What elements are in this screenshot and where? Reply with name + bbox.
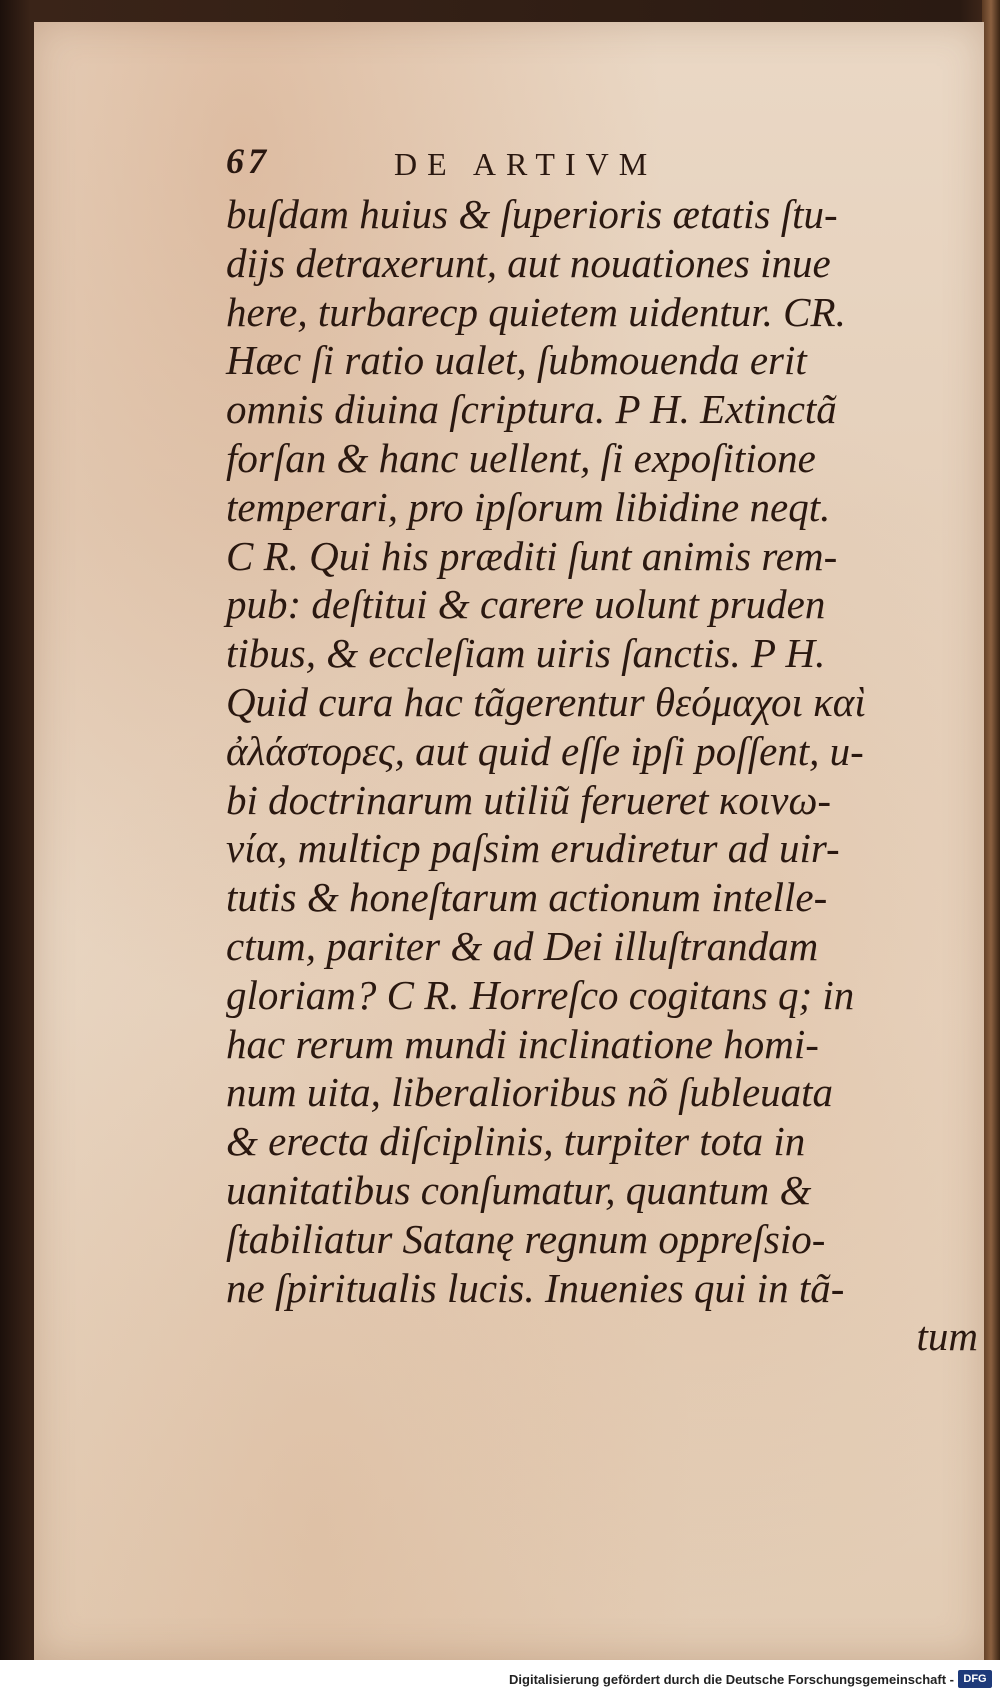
- text-line: forſan & hanc uellent, ſi expoſitione: [226, 434, 816, 481]
- text-line: uanitatibus conſumatur, quantum &: [226, 1166, 812, 1213]
- page-header: [226, 140, 986, 190]
- text-line: C R. Qui his præditi ſunt animis rem-: [226, 532, 838, 579]
- text-line: & erecta diſciplinis, turpiter tota in: [226, 1118, 806, 1165]
- text-line: ἀλάστορες, aut quid eſſe ipſi poſſent, u-: [226, 727, 864, 774]
- text-line: num uita, liberalioribus nõ ſubleuata: [226, 1069, 834, 1116]
- text-line: bi doctrinarum utiliũ ferueret κοινω-: [226, 776, 832, 823]
- text-line: tutis & honeſtarum actionum intelle-: [226, 874, 828, 921]
- text-line: tibus, & eccleſiam uiris ſanctis. P H.: [226, 630, 826, 677]
- text-line: dijs detraxerunt, aut nouationes inue: [226, 239, 831, 286]
- catchword: tum: [916, 1313, 978, 1360]
- text-line: gloriam? C R. Horreſco cogitans q; in: [226, 971, 855, 1018]
- text-line: hac rerum mundi inclinatione homi-: [226, 1020, 819, 1067]
- book-page: [34, 22, 984, 1660]
- running-head: DE ARTIVM: [394, 146, 658, 182]
- text-line: ctum, pariter & ad Dei illuſtrandam: [226, 922, 819, 969]
- funding-credit: Digitalisierung gefördert durch die Deutsche Forschungsgemeinschaft -: [509, 1672, 954, 1687]
- dfg-logo: DFG: [958, 1670, 992, 1688]
- text-line: buſdam huius & ſuperioris ætatis ſtu-: [226, 191, 838, 237]
- text-line: here, turbarecp quietem uidentur. CR.: [226, 288, 846, 335]
- text-line: omnis diuina ſcriptura. P H. Extinctã: [226, 386, 837, 433]
- text-line: νία, multicp paſsim erudiretur ad uir-: [226, 825, 840, 872]
- page-number: 67: [226, 141, 270, 181]
- text-line: Hæc ſi ratio ualet, ſubmouenda erit: [226, 337, 807, 384]
- text-line: Quid cura hac tãgerentur θεόμαχοι καὶ: [226, 678, 866, 725]
- footer-bar: [0, 1660, 1000, 1695]
- text-block: [226, 140, 986, 1361]
- text-line: temperari, pro ipſorum libidine neqt.: [226, 483, 831, 530]
- text-line: ne ſpiritualis lucis. Inuenies qui in tã-: [226, 1264, 845, 1311]
- text-line: pub: deſtitui & carere uolunt pruden: [226, 581, 826, 628]
- text-line: ſtabiliatur Satanę regnum oppreſsio-: [226, 1215, 826, 1262]
- text-lines: [226, 190, 986, 1312]
